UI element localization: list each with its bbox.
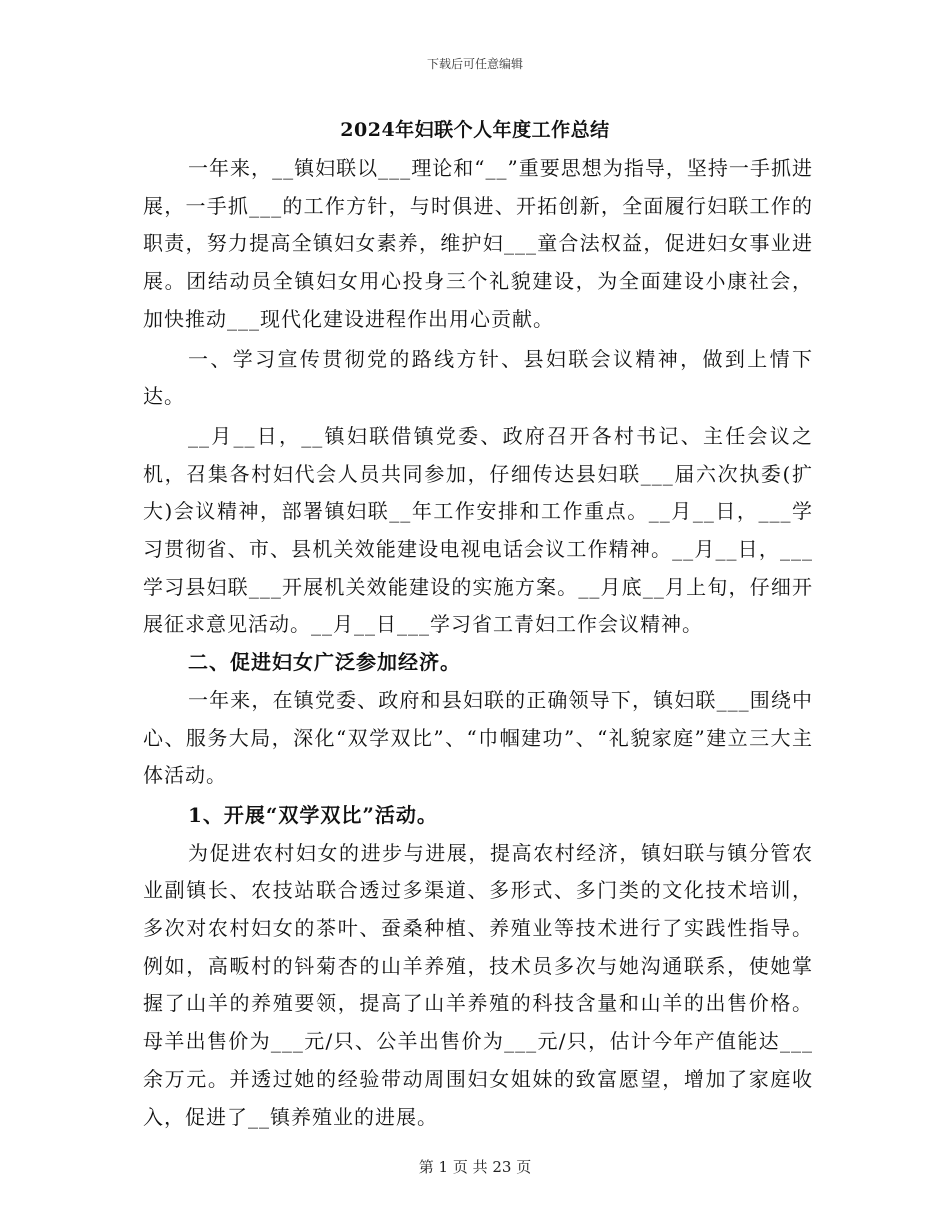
heading-section-1: 一、学习宣传贯彻党的路线方针、县妇联会议精神，做到上情下达。: [143, 346, 813, 409]
heading-subsection-1: 1、开展“双学双比”活动。: [188, 802, 438, 827]
page-header-note: 下载后可任意编辑: [426, 57, 523, 71]
paragraph-subsection-1-body: 为促进农村妇女的进步与进展，提高农村经济，镇妇联与镇分管农业副镇长、农技站联合透过多渠道、多形式、多门类的文化技术培训，多次对农村妇女的茶叶、蚕桑种植、养殖业等技术进行了实践性指导。例如，高畈村的钭菊杏的山羊养殖，技术员多次与她沟通联系，使她掌握了山羊的养殖要领，提高了山羊养殖的科技含量和山羊的出售价格。母羊出售价为___元/只、公羊出售价为___元/只，估计今年产值能达___余万元。并透过她的经验带动周围妇女姐妹的致富愿望，增加了家庭收入，促进了__镇养殖业的进展。: [143, 840, 813, 1129]
paragraph-section-1-body: __月__日，__镇妇联借镇党委、政府召开各村书记、主任会议之机，召集各村妇代会人员共同参加，仔细传达县妇联___届六次执委(扩大)会议精神，部署镇妇联__年工作安排和工作重点。__月__日，___学习贯彻省、市、县机关效能建设电视电话会议工作精神。__月__日，___学习县妇联___开展机关效能建设的实施方案。__月底__月上旬，仔细开展征求意见活动。__月__日___学习省工青妇工作会议精神。: [143, 423, 813, 637]
page-number-footer: 第 1 页 共 23 页: [418, 1158, 532, 1176]
heading-section-2: 二、促进妇女广泛参加经济。: [188, 650, 461, 675]
document-title: 2024年妇联个人年度工作总结: [340, 119, 610, 141]
paragraph-intro: 一年来，__镇妇联以___理论和“__”重要思想为指导，坚持一手抓进展，一手抓___的工作方针，与时俱进、开拓创新，全面履行妇联工作的职责，努力提高全镇妇女素养，维护妇___童合法权益，促进妇女事业进展。团结动员全镇妇女用心投身三个礼貌建设，为全面建设小康社会，加快推动___现代化建设进程作出用心贡献。: [143, 156, 813, 331]
document-body: [143, 150, 813, 1136]
paragraph-section-2-body: 一年来，在镇党委、政府和县妇联的正确领导下，镇妇联___围绕中心、服务大局，深化“双学双比”、“巾帼建功”、“礼貌家庭”建立三大主体活动。: [143, 687, 813, 788]
